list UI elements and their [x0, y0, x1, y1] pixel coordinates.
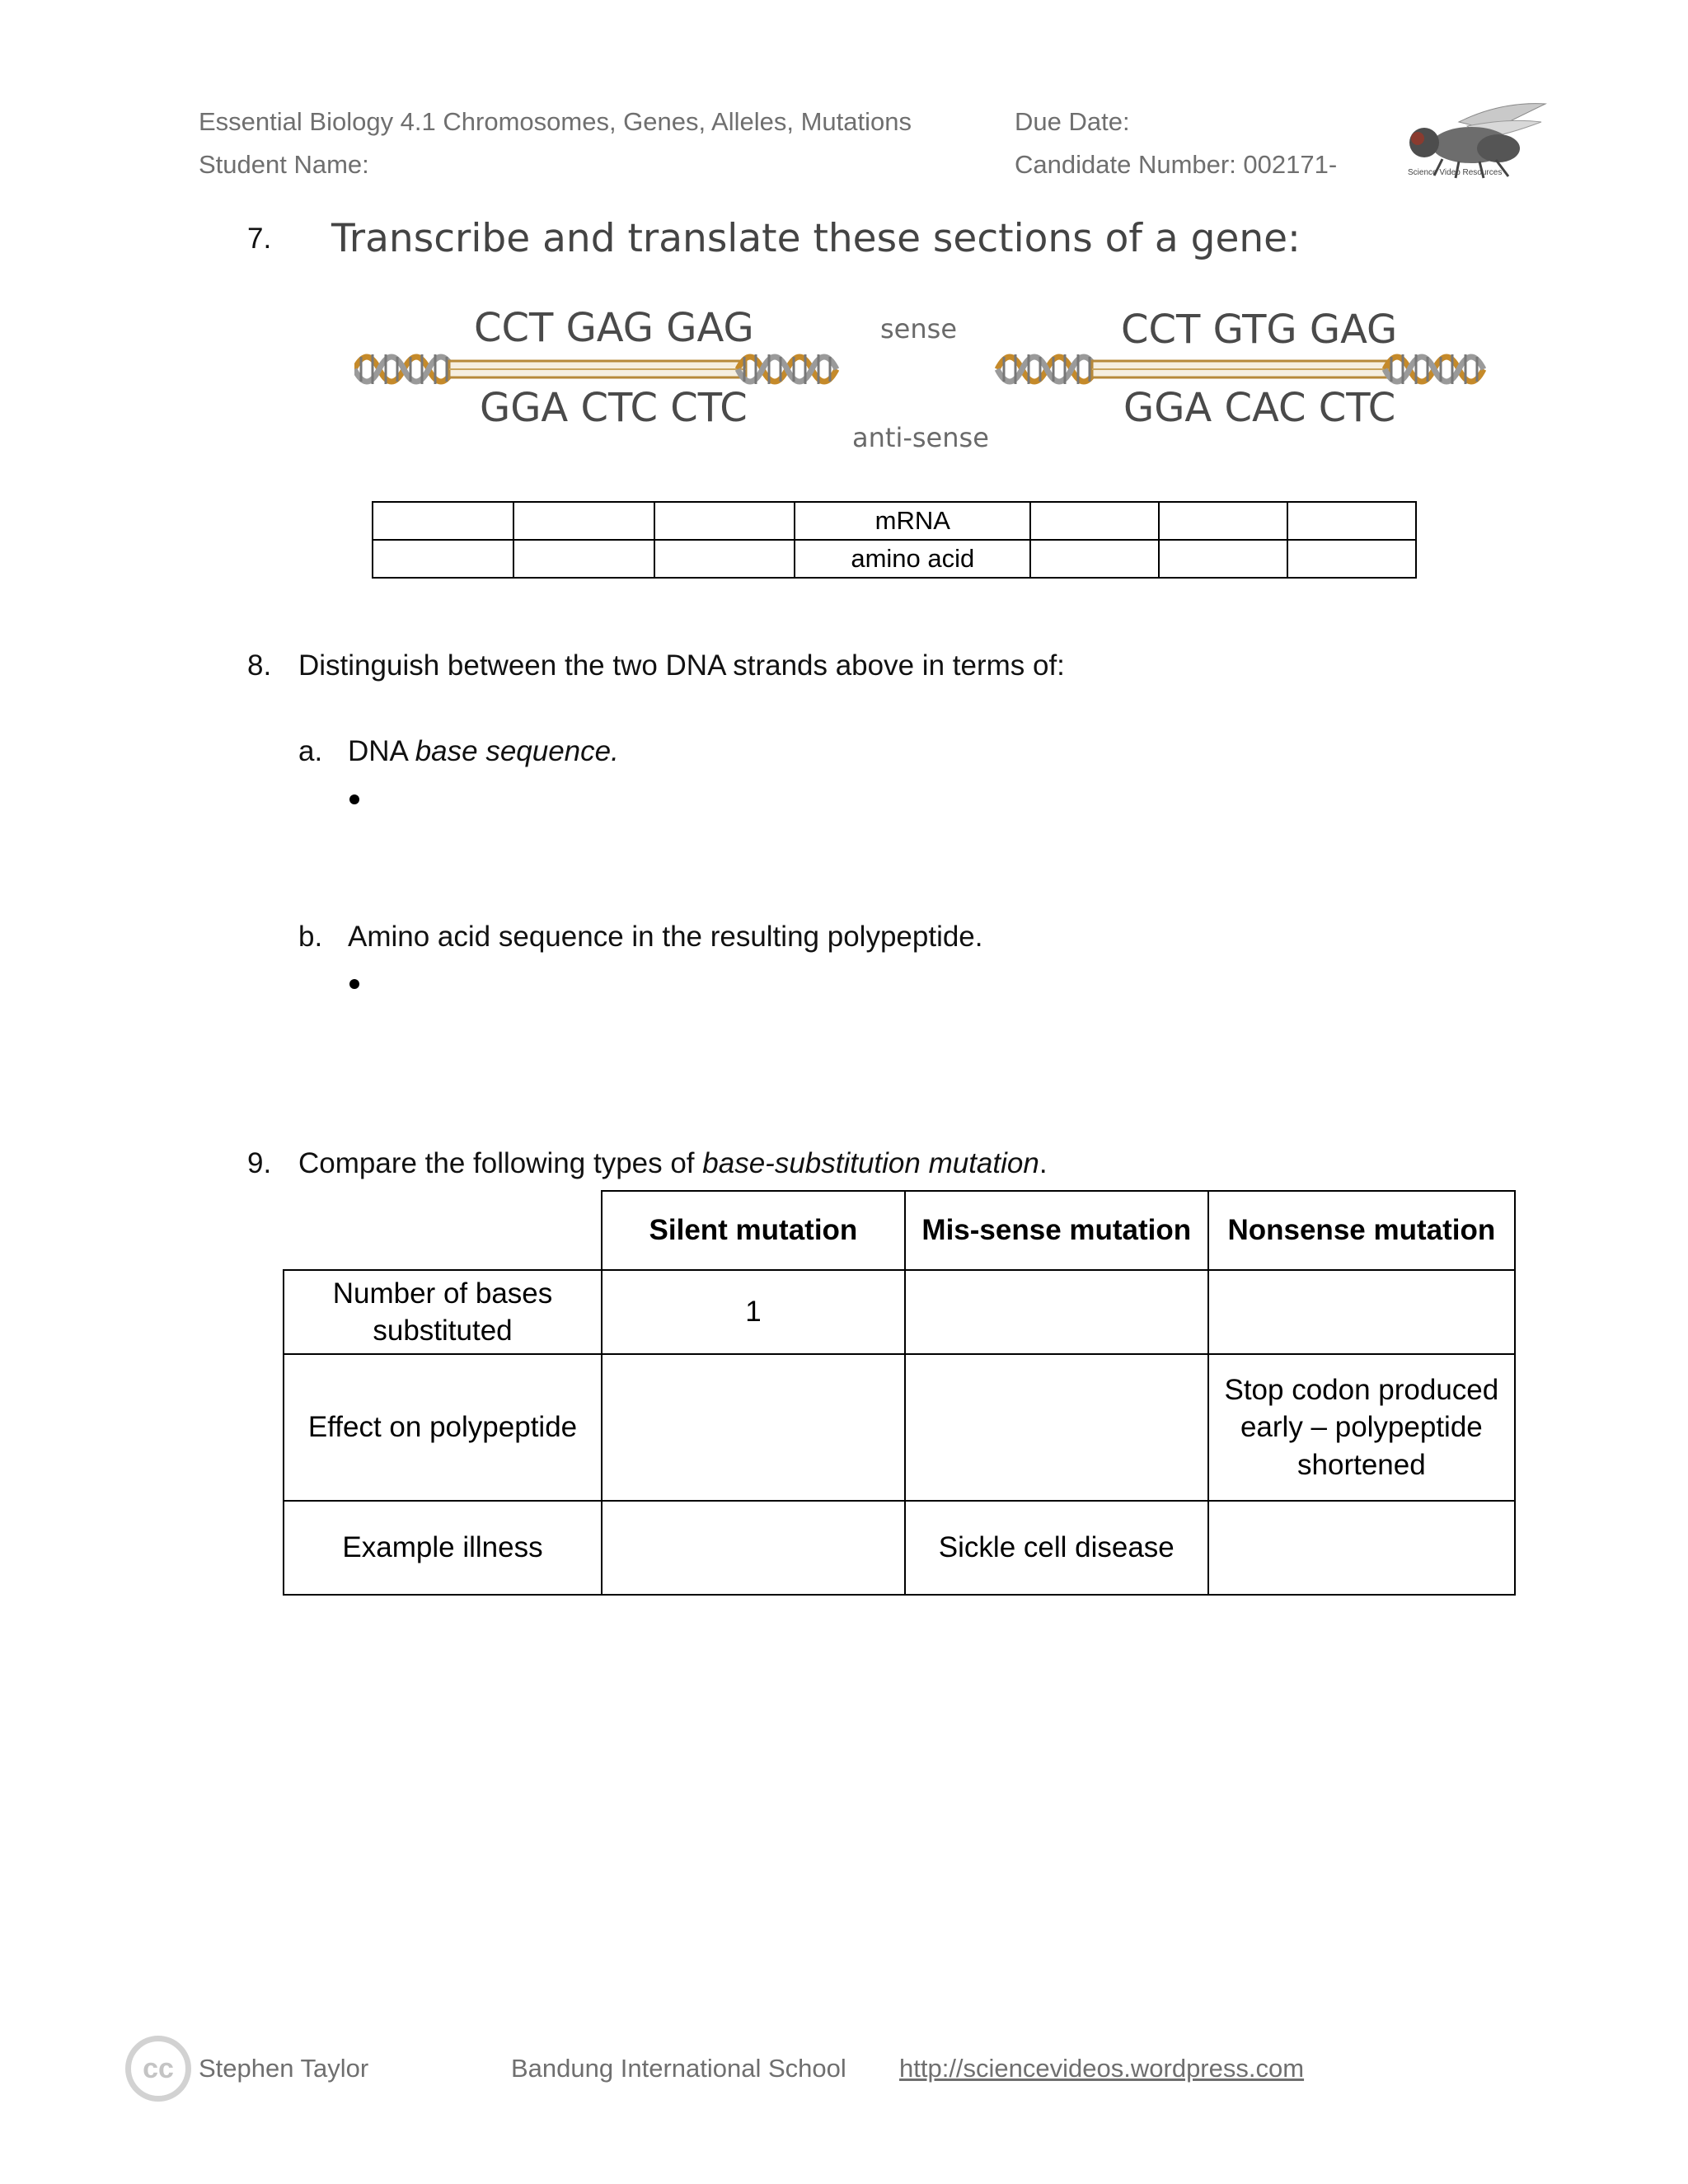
cell-silent-bases[interactable]: 1 [602, 1270, 905, 1354]
table-row [284, 1270, 1515, 1354]
mrna-cell[interactable] [1159, 502, 1287, 540]
mrna-row [373, 502, 1416, 540]
row-label-effect: Effect on polypeptide [284, 1354, 602, 1501]
footer-url-link[interactable]: http://sciencevideos.wordpress.com [899, 2054, 1305, 2083]
cell-silent-effect[interactable] [602, 1354, 905, 1501]
amino-acid-cell[interactable] [373, 540, 513, 578]
q9-text [298, 1147, 1048, 1180]
corner-cell [284, 1191, 602, 1270]
q8-number: 8. [247, 649, 272, 682]
left-sense-strand: CCT GAG GAG [474, 305, 754, 351]
mrna-cell[interactable] [1287, 502, 1416, 540]
footer-author: Stephen Taylor [199, 2054, 369, 2083]
q8a-bullet [349, 794, 359, 804]
q8a-text [348, 735, 619, 768]
cc-text: cc [143, 2052, 174, 2084]
mrna-cell[interactable] [1030, 502, 1159, 540]
row-label-illness: Example illness [284, 1501, 602, 1595]
cell-nonsense-effect[interactable]: Stop codon produced early – polypeptide shortened [1208, 1354, 1515, 1501]
student-name-label: Student Name: [199, 150, 369, 179]
q8-text: Distinguish between the two DNA strands above in terms of: [298, 649, 1065, 682]
cell-nonsense-illness[interactable] [1208, 1501, 1515, 1595]
footer-school: Bandung International School [511, 2054, 846, 2083]
mrna-cell[interactable] [654, 502, 795, 540]
right-sense-strand: CCT GTG GAG [1121, 307, 1398, 353]
creative-commons-icon [125, 2036, 191, 2102]
table-row [284, 1501, 1515, 1595]
right-antisense-strand: GGA CAC CTC [1123, 385, 1396, 431]
amino-acid-cell[interactable] [654, 540, 795, 578]
mrna-label: mRNA [795, 502, 1030, 540]
left-antisense-strand: GGA CTC CTC [480, 385, 748, 431]
due-date-label: Due Date: [1015, 107, 1130, 136]
q8b-marker: b. [298, 921, 323, 953]
amino-acid-cell[interactable] [1159, 540, 1287, 578]
q9-text-end: . [1039, 1147, 1048, 1179]
cell-missense-bases[interactable] [905, 1270, 1208, 1354]
q8b-text: Amino acid sequence in the resulting polypeptide. [348, 921, 983, 953]
fly-logo [1401, 97, 1550, 188]
q9-text-italic: base-substitution mutation [702, 1147, 1039, 1179]
table-row [284, 1354, 1515, 1501]
cell-missense-illness[interactable]: Sickle cell disease [905, 1501, 1208, 1595]
column-header-silent: Silent mutation [602, 1191, 905, 1270]
q7-heading: Transcribe and translate these sections of a gene: [331, 216, 1301, 261]
q8a-text-plain: DNA [348, 735, 415, 767]
q8a-text-italic: base sequence. [415, 735, 619, 767]
q9-number: 9. [247, 1147, 272, 1179]
cell-missense-effect[interactable] [905, 1354, 1208, 1501]
header-row [284, 1191, 1515, 1270]
q8b-bullet [349, 979, 359, 989]
amino-acid-cell[interactable] [1287, 540, 1416, 578]
antisense-label: anti-sense [852, 422, 989, 453]
q9-text-plain: Compare the following types of [298, 1147, 703, 1179]
column-header-missense: Mis-sense mutation [905, 1191, 1208, 1270]
sense-label: sense [880, 313, 957, 344]
logo-caption: Science Video Resources [1408, 168, 1503, 177]
amino-acid-cell[interactable] [1030, 540, 1159, 578]
amino-acid-label: amino acid [795, 540, 1030, 578]
amino-acid-cell[interactable] [513, 540, 654, 578]
row-label-bases: Number of bases substituted [284, 1270, 602, 1354]
column-header-nonsense: Nonsense mutation [1208, 1191, 1515, 1270]
cell-nonsense-bases[interactable] [1208, 1270, 1515, 1354]
candidate-number-label: Candidate Number: 002171- [1015, 150, 1338, 179]
q8a-marker: a. [298, 735, 323, 767]
mutation-comparison-table [283, 1190, 1516, 1596]
document-title: Essential Biology 4.1 Chromosomes, Genes, Alleles, Mutations [199, 107, 912, 136]
cell-silent-illness[interactable] [602, 1501, 905, 1595]
mrna-cell[interactable] [513, 502, 654, 540]
mrna-cell[interactable] [373, 502, 513, 540]
transcription-table [372, 501, 1417, 579]
amino-acid-row [373, 540, 1416, 578]
q7-number: 7. [247, 223, 272, 255]
